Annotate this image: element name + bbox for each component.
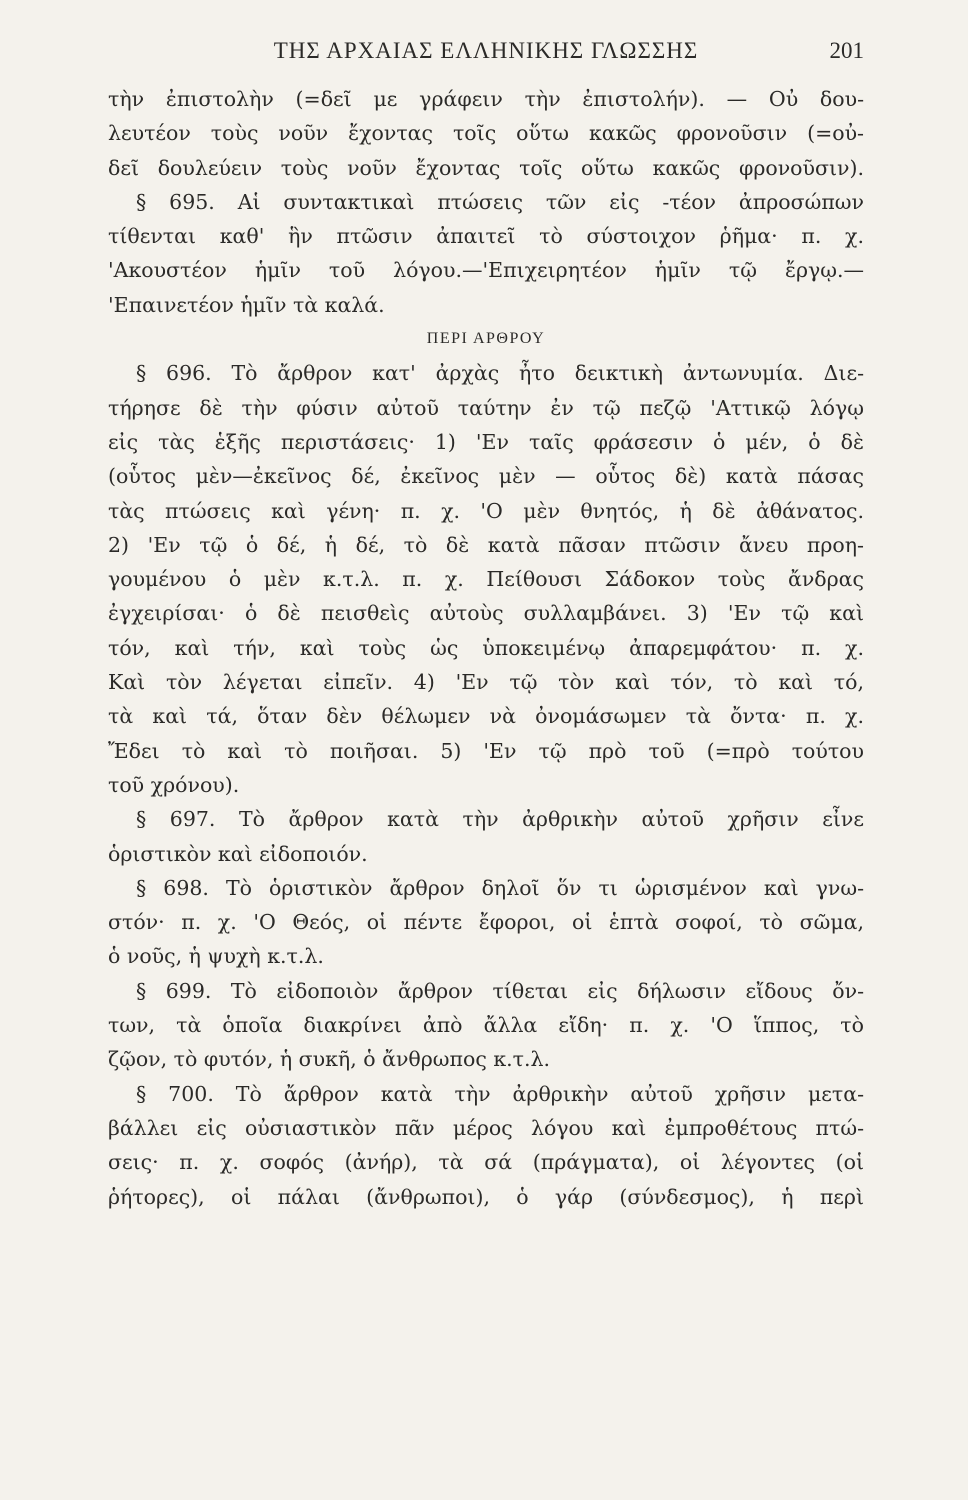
paragraph-697-start: § 697. Τὸ ἄρθρον κατὰ τὴν ἀρθρικὴν αὐτοῦ χρῆσιν εἶνε bbox=[136, 807, 864, 832]
text-line: ὁριστικὸν καὶ εἰδοποιόν. bbox=[108, 841, 368, 866]
text-line: 'Επαινετέον ἡμῖν τὰ καλά. bbox=[108, 292, 385, 317]
text-line: σεις· π. χ. σοφός (ἀνήρ), τὰ σά (πράγματα), οἱ λέγοντες (οἱ bbox=[108, 1150, 864, 1175]
text-line: στόν· π. χ. 'Ο Θεός, οἱ πέντε ἔφοροι, οἱ ἑπτὰ σοφοί, τὸ σῶμα, bbox=[108, 910, 864, 935]
paragraph-699-start: § 699. Τὸ εἰδοποιὸν ἄρθρον τίθεται εἰς δήλωσιν εἴδους ὄν- bbox=[136, 978, 864, 1003]
text-line: (οὗτος μὲν—ἐκεῖνος δέ, ἐκεῖνος μὲν — οὗτος δὲ) κατὰ πάσας bbox=[108, 464, 864, 489]
paragraph-696-start: § 696. Τὸ ἄρθρον κατ' ἀρχὰς ἦτο δεικτικὴ ἀντωνυμία. Διε- bbox=[136, 361, 864, 386]
text-line: τήρησε δὲ τὴν φύσιν αὐτοῦ ταύτην ἐν τῷ πεζῷ 'Αττικῷ λόγῳ bbox=[108, 395, 864, 420]
text-line: Καὶ τὸν λέγεται εἰπεῖν. 4) 'Εν τῷ τὸν καὶ τόν, τὸ καὶ τό, bbox=[108, 670, 864, 695]
text-line: τὰ καὶ τά, ὅταν δὲν θέλωμεν νὰ ὀνομάσωμεν τὰ ὄντα· π. χ. bbox=[108, 704, 864, 729]
running-head bbox=[108, 34, 864, 70]
text-line: τοῦ χρόνου). bbox=[108, 772, 240, 797]
page-number: 201 bbox=[829, 38, 864, 63]
text-line: γουμένου ὁ μὲν κ.τ.λ. π. χ. Πείθουσι Σάδοκον τοὺς ἄνδρας bbox=[108, 567, 864, 592]
text-line: εἰς τὰς ἑξῆς περιστάσεις· 1) 'Εν ταῖς φράσεσιν ὁ μέν, ὁ δὲ bbox=[108, 429, 864, 454]
section-heading: ΠΕΡΙ ΑΡΘΡΟΥ bbox=[426, 330, 546, 348]
text-line: τόν, καὶ τήν, καὶ τοὺς ὡς ὑποκειμένῳ ἀπαρεμφάτου· π. χ. bbox=[108, 635, 864, 660]
text-line: ῥήτορες), οἱ πάλαι (ἄνθρωποι), ὁ γάρ (σύνδεσμος), ἡ περὶ bbox=[108, 1184, 864, 1209]
paragraph-695-start: § 695. Αἱ συντακτικαὶ πτώσεις τῶν εἰς -τέον ἀπροσώπων bbox=[136, 189, 864, 214]
running-title: ΤΗΣ ΑΡΧΑΙΑΣ ΕΛΛΗΝΙΚΗΣ ΓΛΩΣΣΗΣ bbox=[273, 38, 699, 63]
text-line: δεῖ δουλεύειν τοὺς νοῦν ἔχοντας τοῖς οὕτω κακῶς φρονοῦσιν). bbox=[108, 155, 864, 180]
text-line: τὰς πτώσεις καὶ γένη· π. χ. 'Ο μὲν θνητός, ἡ δὲ ἀθάνατος. bbox=[108, 498, 864, 523]
paragraph-698-start: § 698. Τὸ ὁριστικὸν ἄρθρον δηλοῖ ὅν τι ὡρισμένον καὶ γνω- bbox=[136, 875, 864, 900]
text-line: ζῷον, τὸ φυτόν, ἡ συκῆ, ὁ ἄνθρωπος κ.τ.λ. bbox=[108, 1047, 551, 1072]
text-line: 'Ακουστέον ἡμῖν τοῦ λόγου.—'Επιχειρητέον ἡμῖν τῷ ἔργῳ.— bbox=[108, 258, 864, 283]
paragraph-700-start: § 700. Τὸ ἄρθρον κατὰ τὴν ἀρθρικὴν αὐτοῦ χρῆσιν μετα- bbox=[136, 1081, 864, 1106]
text-line: Ἔδει τὸ καὶ τὸ ποιῆσαι. 5) 'Εν τῷ πρὸ τοῦ (=πρὸ τούτου bbox=[108, 738, 864, 763]
text-line: βάλλει εἰς οὐσιαστικὸν πᾶν μέρος λόγου καὶ ἐμπροθέτους πτώ- bbox=[108, 1115, 864, 1140]
text-line: 2) 'Εν τῷ ὁ δέ, ἡ δέ, τὸ δὲ κατὰ πᾶσαν πτῶσιν ἄνευ προη- bbox=[108, 532, 864, 557]
text-line: λευτέον τοὺς νοῦν ἔχοντας τοῖς οὕτω κακῶς φρονοῦσιν (=οὐ- bbox=[108, 121, 864, 146]
text-line: τὴν ἐπιστολὴν (=δεῖ με γράφειν τὴν ἐπιστολήν). — Οὐ δου- bbox=[108, 87, 864, 111]
text-line: ὁ νοῦς, ἡ ψυχὴ κ.τ.λ. bbox=[108, 944, 324, 969]
text-line: των, τὰ ὁποῖα διακρίνει ἀπὸ ἄλλα εἴδη· π. χ. 'Ο ἵππος, τὸ bbox=[108, 1013, 864, 1038]
body-text bbox=[108, 82, 864, 1214]
text-line: τίθενται καθ' ἣν πτῶσιν ἀπαιτεῖ τὸ σύστοιχον ῥῆμα· π. χ. bbox=[108, 224, 864, 249]
text-line: ἐγχειρίσαι· ὁ δὲ πεισθεὶς αὐτοὺς συλλαμβάνει. 3) 'Εν τῷ καὶ bbox=[108, 601, 864, 626]
